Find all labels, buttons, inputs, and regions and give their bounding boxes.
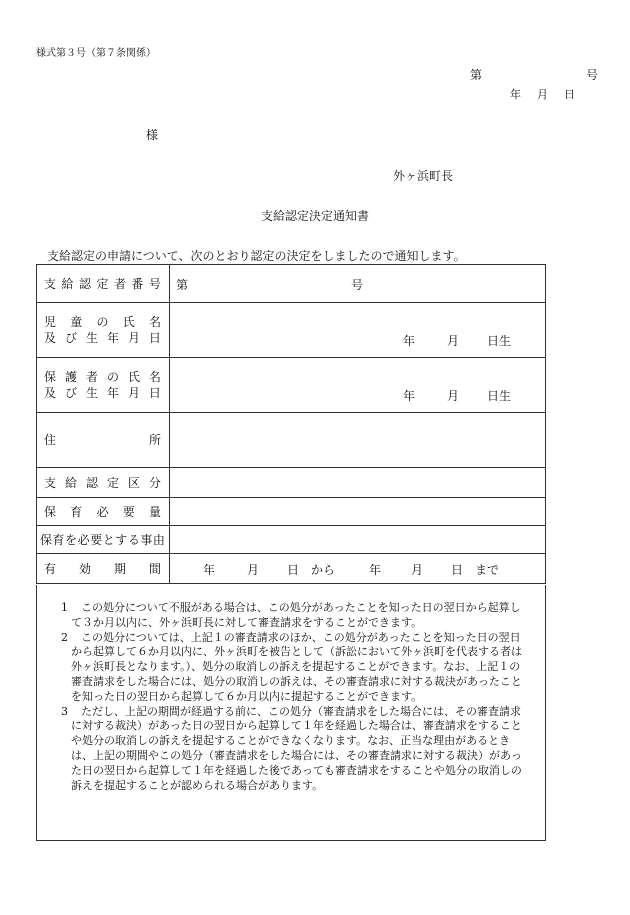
dob-month: 月	[447, 389, 460, 403]
row-label-char: 支	[44, 475, 57, 490]
row-label-char: 者	[85, 370, 98, 384]
row-label-char: 者	[113, 276, 126, 291]
note-item	[37, 601, 545, 631]
row-label-char: を	[65, 532, 78, 547]
row-label-char: 番	[131, 276, 144, 291]
dob-day: 日生	[487, 334, 512, 348]
period-day-from: 日	[287, 563, 300, 577]
row-label-line	[37, 330, 169, 346]
row-label-char: 護	[64, 370, 77, 384]
note-item	[37, 705, 545, 794]
row-label-char: び	[64, 386, 77, 400]
note-item	[37, 631, 545, 705]
row-label-line	[37, 504, 169, 520]
child-name-dob-cell	[170, 303, 546, 358]
note-number: 1	[61, 601, 68, 614]
row-label-char: 育	[70, 504, 83, 519]
row-label-char: 期	[113, 561, 126, 576]
childcare-reason-cell	[170, 526, 546, 554]
guardian-dob	[403, 387, 511, 404]
row-label	[37, 468, 170, 498]
table-row	[37, 265, 546, 303]
row-label-char: 有	[44, 561, 57, 576]
row-label-char: 要	[122, 504, 135, 519]
row-label	[37, 358, 170, 413]
table-row	[37, 498, 546, 526]
issue-date	[510, 86, 575, 102]
row-label-char: 住	[44, 433, 57, 447]
row-label-char: 日	[148, 386, 161, 400]
row-label-line	[37, 314, 169, 330]
row-label-char: 保	[44, 370, 57, 384]
row-label-char: 保	[44, 504, 57, 519]
row-label-char: 認	[85, 475, 98, 490]
row-label-char: 量	[148, 504, 161, 519]
row-label-char: 必	[96, 504, 109, 519]
row-label-char: 要	[90, 532, 103, 547]
note-text: この処分については、上記１の審査請求のほか、この処分があったことを知った日の翌日から起算して６か月以内に、外ヶ浜町を被告として（訴訟において外ヶ浜町を代表する者は外ヶ浜町長となります。）、処分の取消しの訴えを提起することができます。なお、上記１の審査請求をした場合には、処分の取消しの訴えは、その審査請求に対する裁決があったことを知った日の翌日から起算して６か月以内に提起することができます。	[71, 630, 522, 703]
number-suffix: 号	[585, 68, 598, 82]
dob-day: 日生	[487, 389, 512, 403]
row-label-char: 氏	[122, 315, 135, 329]
row-label-char: 由	[152, 532, 165, 547]
intro-text: 支給認定の申請について、次のとおり認定の決定をしましたので通知します。	[47, 249, 466, 263]
row-label-char: す	[115, 532, 128, 547]
child-dob	[403, 332, 511, 349]
row-label-line	[37, 385, 169, 401]
table-row	[37, 554, 546, 584]
number-prefix: 第	[470, 68, 483, 82]
row-label-char: 月	[127, 331, 140, 345]
period-from: から	[311, 563, 336, 577]
row-label-char: の	[106, 370, 119, 384]
row-label-char: 支	[44, 276, 57, 291]
row-label-char: 及	[44, 331, 57, 345]
certification-table	[36, 264, 546, 584]
period-day-to: 日	[451, 563, 464, 577]
table-row	[37, 303, 546, 358]
row-label-char: 保	[40, 532, 53, 547]
row-label-char: 日	[148, 331, 161, 345]
row-label-char: 定	[106, 475, 119, 490]
row-label-char: 給	[61, 276, 74, 291]
row-label-line	[37, 532, 169, 548]
row-label-line	[37, 432, 169, 448]
period-year-to: 年	[369, 563, 382, 577]
cert-number-prefix: 第	[176, 278, 189, 292]
row-label-line	[37, 276, 169, 292]
row-label	[37, 303, 170, 358]
row-label-char: び	[64, 331, 77, 345]
cert-number-suffix: 号	[351, 278, 364, 292]
row-label-line	[37, 369, 169, 385]
notes-box	[36, 585, 546, 841]
period-to: まで	[475, 563, 500, 577]
dob-year: 年	[403, 334, 416, 348]
cert-category-cell	[170, 468, 546, 498]
row-label-char: 及	[44, 386, 57, 400]
validity-period-cell	[170, 554, 546, 584]
row-label-char: 年	[106, 386, 119, 400]
row-label-char: の	[96, 315, 109, 329]
row-label-char: 児	[44, 315, 57, 329]
row-label-char: と	[102, 532, 115, 547]
childcare-amount-cell	[170, 498, 546, 526]
row-label-char: 認	[78, 276, 91, 291]
row-label	[37, 413, 170, 468]
note-number: 2	[61, 630, 68, 644]
document-title: 支給認定決定通知書	[260, 209, 369, 223]
row-label-char: 年	[106, 331, 119, 345]
row-label	[37, 554, 170, 584]
row-label-char: 定	[96, 276, 109, 291]
row-label-char: 効	[78, 561, 91, 576]
note-number: 3	[61, 704, 68, 718]
row-label-char: 童	[70, 315, 83, 329]
row-label-char: る	[127, 532, 140, 547]
row-label-char: 号	[148, 276, 161, 291]
row-label-line	[37, 561, 169, 577]
row-label-char: 育	[52, 532, 65, 547]
row-label-char: 間	[148, 561, 161, 576]
row-label-char: 名	[148, 315, 161, 329]
dob-month: 月	[447, 334, 460, 348]
period-year-from: 年	[203, 563, 216, 577]
row-label-char: 必	[77, 532, 90, 547]
row-label-char: 給	[64, 475, 77, 490]
date-month: 月	[537, 88, 548, 101]
row-label-line	[37, 475, 169, 491]
guardian-name-dob-cell	[170, 358, 546, 413]
row-label-char: 生	[85, 386, 98, 400]
date-day: 日	[564, 88, 575, 101]
period-month-from: 月	[247, 563, 260, 577]
row-label	[37, 526, 170, 554]
cert-number-cell	[170, 265, 546, 303]
row-label-char: 所	[148, 433, 161, 447]
row-label-char: 氏	[127, 370, 140, 384]
table-row	[37, 358, 546, 413]
row-label	[37, 265, 170, 303]
addressee-suffix: 様	[146, 128, 159, 142]
issuer: 外ヶ浜町長	[393, 169, 454, 183]
row-label-char: 区	[127, 475, 140, 490]
date-year: 年	[510, 88, 521, 101]
table-row	[37, 526, 546, 554]
form-id: 様式第３号（第７条関係）	[36, 48, 156, 59]
row-label-char: 事	[140, 532, 153, 547]
dob-year: 年	[403, 389, 416, 403]
table-row	[37, 413, 546, 468]
row-label	[37, 498, 170, 526]
row-label-char: 月	[127, 386, 140, 400]
validity-period	[203, 561, 499, 578]
table-row	[37, 468, 546, 498]
address-cell	[170, 413, 546, 468]
row-label-char: 名	[148, 370, 161, 384]
period-month-to: 月	[411, 563, 424, 577]
row-label-char: 生	[85, 331, 98, 345]
row-label-char: 分	[148, 475, 161, 490]
note-text: ただし、上記の期間が経過する前に、この処分（審査請求をした場合には、その審査請求に対する裁決）があった日の翌日から起算して１年を経過した場合は、審査請求をすることや処分の取消しの訴えを提起することができなくなります。なお、正当な理由があるときは、上記の期間やこの処分（審査請求をした場合には、その審査請求に対する裁決）があった日の翌日から起算して１年を経過した後であっても審査請求をすることや処分の取消しの訴えを提起することが認められる場合があります。	[71, 704, 522, 792]
note-text: この処分について不服がある場合は、この処分があったことを知った日の翌日から起算して３か月以内に、外ヶ浜町長に対して審査請求をすることができます。	[71, 601, 521, 629]
